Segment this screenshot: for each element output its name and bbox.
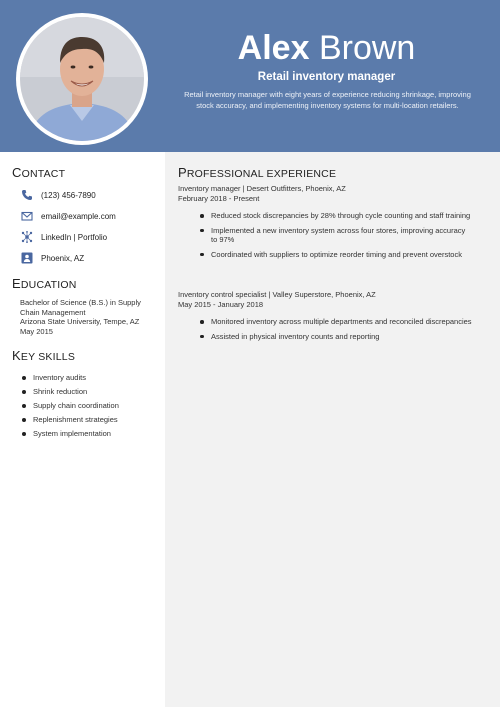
location-text: Phoenix, AZ bbox=[41, 253, 85, 263]
contact-heading-rest: ONTACT bbox=[21, 168, 66, 180]
links-text: LinkedIn | Portfolio bbox=[41, 232, 108, 242]
job-entry bbox=[178, 290, 478, 346]
education-heading bbox=[12, 276, 77, 291]
phone-icon bbox=[20, 188, 34, 202]
contact-email[interactable] bbox=[20, 208, 116, 224]
job-headline: Retail inventory manager bbox=[257, 71, 396, 83]
contact-phone[interactable] bbox=[20, 187, 96, 203]
job-bullet: Reduced stock discrepancies by 28% through cycle counting and staff training bbox=[198, 211, 473, 221]
skill-item: Inventory audits bbox=[20, 371, 119, 385]
email-icon bbox=[20, 209, 34, 223]
experience-heading bbox=[178, 165, 336, 180]
skill-item: Supply chain coordination bbox=[20, 399, 119, 413]
job-dates: May 2015 - January 2018 bbox=[178, 300, 264, 309]
skill-item: Replenishment strategies bbox=[20, 413, 119, 427]
skills-heading bbox=[12, 348, 75, 363]
skills-list bbox=[20, 371, 119, 441]
location-icon bbox=[20, 251, 34, 265]
profile-photo-frame bbox=[16, 13, 148, 145]
candidate-name bbox=[165, 28, 488, 68]
skill-item: System implementation bbox=[20, 427, 119, 441]
last-name: Brown bbox=[318, 29, 416, 67]
job-bullet: Monitored inventory across multiple departments and reconciled discrepancies bbox=[198, 317, 473, 327]
job-bullets bbox=[178, 211, 478, 259]
profile-photo bbox=[20, 17, 144, 141]
experience-heading-cap: P bbox=[178, 165, 187, 180]
skill-item: Shrink reduction bbox=[20, 385, 119, 399]
experience-heading-rest: ROFESSIONAL EXPERIENCE bbox=[186, 168, 337, 180]
job-title: Inventory manager | Desert Outfitters, Phoenix, AZ bbox=[178, 184, 346, 193]
phone-text: (123) 456-7890 bbox=[41, 190, 96, 200]
job-dates: February 2018 - Present bbox=[178, 194, 260, 203]
skills-heading-rest: EY SKILLS bbox=[20, 351, 76, 363]
resume-header bbox=[0, 0, 500, 152]
graduation-date: May 2015 bbox=[20, 326, 53, 336]
job-title: Inventory control specialist | Valley Superstore, Phoenix, AZ bbox=[178, 290, 376, 299]
job-bullets bbox=[178, 317, 478, 341]
degree: Bachelor of Science (B.S.) in Supply Chain Management bbox=[20, 298, 141, 317]
contact-links[interactable] bbox=[20, 229, 107, 245]
profile-summary: Retail inventory manager with eight years of experience reducing shrinkage, improving stock accuracy, and implementing inventory systems for multi-location retailers. bbox=[184, 90, 471, 110]
contact-heading bbox=[12, 165, 65, 180]
job-entry bbox=[178, 184, 478, 264]
skills-heading-cap: K bbox=[12, 348, 21, 363]
school: Arizona State University, Tempe, AZ bbox=[20, 317, 140, 326]
first-name: Alex bbox=[237, 29, 310, 67]
job-bullet: Assisted in physical inventory counts and reporting bbox=[198, 332, 473, 342]
contact-heading-cap: C bbox=[12, 165, 22, 180]
network-icon bbox=[20, 230, 34, 244]
contact-location[interactable] bbox=[20, 250, 84, 266]
job-bullet: Implemented a new inventory system across four stores, improving accuracy to 97% bbox=[198, 226, 473, 245]
education-heading-cap: E bbox=[12, 276, 21, 291]
email-text: email@example.com bbox=[41, 211, 116, 221]
education-entry bbox=[20, 298, 160, 336]
job-bullet: Coordinated with suppliers to optimize reorder timing and prevent overstock bbox=[198, 250, 473, 260]
education-heading-rest: DUCATION bbox=[20, 279, 77, 291]
